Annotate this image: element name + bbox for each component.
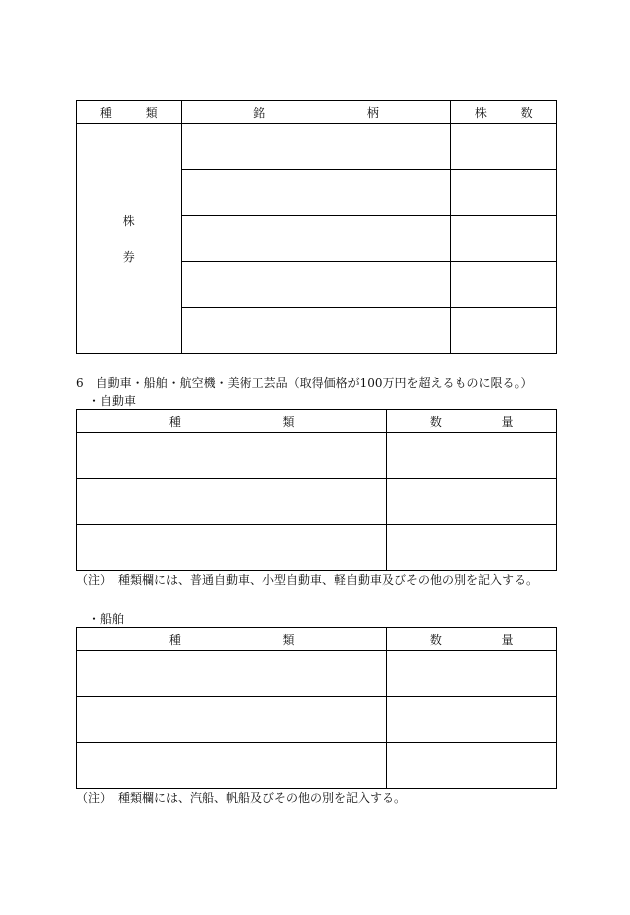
header-qty-char2: 量 (501, 632, 514, 647)
brand-input-cell[interactable] (181, 262, 451, 308)
ship-note: （注） 種類欄には、汽船、帆船及びその他の別を記入する。 (76, 791, 407, 805)
brand-input-cell[interactable] (181, 216, 451, 262)
table-row (77, 697, 557, 743)
car-qty-input-cell[interactable] (387, 525, 557, 571)
stock-table-header (77, 101, 557, 124)
ship-type-input-cell[interactable] (77, 743, 387, 789)
car-type-input-cell[interactable] (77, 525, 387, 571)
header-brand-char2: 柄 (366, 105, 379, 120)
ship-type-input-cell[interactable] (77, 651, 387, 697)
header-type-char1: 種 (168, 632, 181, 647)
car-qty-input-cell[interactable] (387, 433, 557, 479)
header-qty-char1: 数 (429, 632, 442, 647)
ship-subheading: ・船舶 (88, 612, 125, 626)
stock-table (76, 100, 557, 354)
header-type (77, 101, 182, 124)
ship-table-header (77, 628, 557, 651)
header-type (77, 410, 387, 433)
shares-input-cell[interactable] (451, 124, 557, 170)
shares-input-cell[interactable] (451, 262, 557, 308)
table-row (77, 124, 557, 170)
car-note: （注） 種類欄には、普通自動車、小型自動車、軽自動車及びその他の別を記入する。 (76, 573, 539, 587)
table-row (77, 433, 557, 479)
header-type-char1: 種 (168, 414, 181, 429)
header-qty (387, 628, 557, 651)
header-qty (387, 410, 557, 433)
table-row (77, 479, 557, 525)
car-qty-input-cell[interactable] (387, 479, 557, 525)
car-subheading: ・自動車 (88, 394, 137, 408)
header-type-char2: 類 (145, 105, 158, 120)
car-table (76, 409, 557, 571)
ship-qty-input-cell[interactable] (387, 743, 557, 789)
header-type-char1: 種 (99, 105, 112, 120)
ship-qty-input-cell[interactable] (387, 651, 557, 697)
section6-heading: 6 自動車・船舶・航空機・美術工芸品（取得価格が100万円を超えるものに限る。） (76, 376, 533, 390)
table-row (77, 743, 557, 789)
car-type-input-cell[interactable] (77, 433, 387, 479)
shares-input-cell[interactable] (451, 170, 557, 216)
header-shares-char2: 数 (520, 105, 533, 120)
shares-input-cell[interactable] (451, 216, 557, 262)
header-type (77, 628, 387, 651)
car-table-header (77, 410, 557, 433)
header-brand-char1: 銘 (253, 105, 266, 120)
ship-table (76, 627, 557, 789)
brand-input-cell[interactable] (181, 124, 451, 170)
car-type-input-cell[interactable] (77, 479, 387, 525)
brand-input-cell[interactable] (181, 170, 451, 216)
table-row (77, 651, 557, 697)
header-type-char2: 類 (282, 632, 295, 647)
brand-input-cell[interactable] (181, 308, 451, 354)
header-qty-char2: 量 (501, 414, 514, 429)
ship-type-input-cell[interactable] (77, 697, 387, 743)
type-label-char1: 株 (122, 213, 135, 228)
header-brand (181, 101, 451, 124)
shares-input-cell[interactable] (451, 308, 557, 354)
header-type-char2: 類 (282, 414, 295, 429)
type-label-char2: 券 (122, 249, 135, 264)
header-shares-char1: 株 (474, 105, 487, 120)
type-label-cell (77, 124, 182, 354)
header-shares (451, 101, 557, 124)
table-row (77, 525, 557, 571)
ship-qty-input-cell[interactable] (387, 697, 557, 743)
header-qty-char1: 数 (429, 414, 442, 429)
